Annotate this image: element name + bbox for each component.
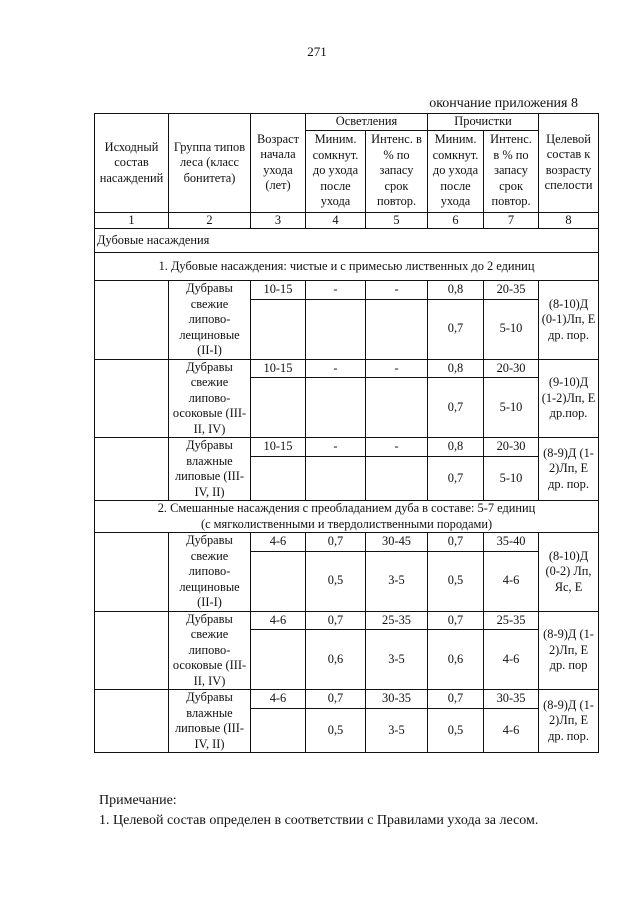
- subsection-title-2: 2. Смешанные насаждения с преобладанием дуба в составе: 5-7 единиц (с мягколиственными и твердолиственными породами): [95, 501, 599, 533]
- header-clarification: Осветления: [306, 114, 428, 131]
- value-cell: 0,7: [428, 457, 484, 501]
- value-cell: 30-35: [484, 690, 539, 709]
- target-cell: (8-9)Д (1-2)Лп, Е др. пор.: [539, 438, 599, 501]
- page-number: 271: [307, 44, 327, 59]
- group-cell: Дубравы свежие липово-лещиновые (II-I): [169, 533, 251, 612]
- header-age: Возраст начала ухода (лет): [251, 114, 306, 213]
- value-cell: [366, 457, 428, 501]
- value-cell: 0,7: [306, 611, 366, 630]
- table-row: [95, 438, 599, 457]
- age-cell: 4-6: [251, 533, 306, 552]
- header-thinning: Прочистки: [428, 114, 539, 131]
- value-cell: 3-5: [366, 551, 428, 611]
- value-cell: 4-6: [484, 709, 539, 753]
- note-title: Примечание:: [99, 793, 177, 808]
- group-cell: Дубравы свежие липово-осоковые (III-II, IV): [169, 359, 251, 438]
- table-row: [95, 611, 599, 630]
- value-cell: -: [366, 281, 428, 300]
- age-cell: 4-6: [251, 611, 306, 630]
- value-cell: 0,7: [428, 299, 484, 359]
- value-cell: 0,7: [306, 690, 366, 709]
- age-cell: 10-15: [251, 359, 306, 378]
- group-cell: Дубравы влажные липовые (III-IV, II): [169, 690, 251, 753]
- value-cell: 25-35: [366, 611, 428, 630]
- value-cell: 0,5: [428, 709, 484, 753]
- col-number: 8: [539, 212, 599, 229]
- table-row: [95, 359, 599, 378]
- value-cell: [251, 457, 306, 501]
- value-cell: 35-40: [484, 533, 539, 552]
- value-cell: [251, 630, 306, 690]
- appendix-title: окончание приложения 8: [429, 96, 578, 111]
- subsection-row: [95, 501, 599, 533]
- group-cell: Дубравы свежие липово-лещиновые (II-I): [169, 281, 251, 360]
- value-cell: -: [306, 281, 366, 300]
- initial-cell: [95, 611, 169, 690]
- value-cell: -: [366, 438, 428, 457]
- header-intensity-2: Интенс. в % по запасу срок повтор.: [484, 130, 539, 212]
- value-cell: 30-45: [366, 533, 428, 552]
- subsection-title-1: 1. Дубовые насаждения: чистые и с примесью лиственных до 2 единиц: [95, 253, 599, 281]
- value-cell: 5-10: [484, 457, 539, 501]
- value-cell: 0,7: [428, 690, 484, 709]
- value-cell: 0,6: [428, 630, 484, 690]
- col-number: 2: [169, 212, 251, 229]
- section-row: [95, 229, 599, 253]
- col-number: 3: [251, 212, 306, 229]
- table-row: [95, 533, 599, 552]
- value-cell: 20-35: [484, 281, 539, 300]
- header-group: Группа типов леса (класс бонитета): [169, 114, 251, 213]
- value-cell: 3-5: [366, 630, 428, 690]
- header-min-density-2: Миним. сомкнут. до ухода после ухода: [428, 130, 484, 212]
- value-cell: 20-30: [484, 438, 539, 457]
- col-number: 5: [366, 212, 428, 229]
- value-cell: 25-35: [484, 611, 539, 630]
- value-cell: [366, 299, 428, 359]
- age-cell: 10-15: [251, 281, 306, 300]
- initial-cell: [95, 359, 169, 438]
- value-cell: 30-35: [366, 690, 428, 709]
- age-cell: 10-15: [251, 438, 306, 457]
- value-cell: [251, 709, 306, 753]
- value-cell: 0,7: [428, 611, 484, 630]
- value-cell: 0,5: [428, 551, 484, 611]
- target-cell: (8-9)Д (1-2)Лп, Е др. пор: [539, 611, 599, 690]
- target-cell: (8-10)Д (0-1)Лп, Е др. пор.: [539, 281, 599, 360]
- value-cell: [306, 457, 366, 501]
- value-cell: 0,8: [428, 359, 484, 378]
- initial-cell: [95, 281, 169, 360]
- note-text: 1. Целевой состав определен в соответствии с Правилами ухода за лесом.: [99, 813, 539, 828]
- col-number: 1: [95, 212, 169, 229]
- value-cell: [306, 378, 366, 438]
- target-cell: (8-9)Д (1-2)Лп, Е др. пор.: [539, 690, 599, 753]
- table-row: [95, 690, 599, 709]
- value-cell: 0,8: [428, 438, 484, 457]
- col-number: 6: [428, 212, 484, 229]
- table-row: [95, 281, 599, 300]
- col-number: 4: [306, 212, 366, 229]
- column-number-row: [95, 212, 599, 229]
- value-cell: [251, 551, 306, 611]
- value-cell: -: [306, 359, 366, 378]
- value-cell: 0,7: [428, 533, 484, 552]
- value-cell: 4-6: [484, 551, 539, 611]
- header-intensity: Интенс. в % по запасу срок повтор.: [366, 130, 428, 212]
- group-cell: Дубравы влажные липовые (III-IV, II): [169, 438, 251, 501]
- header-row-1: [95, 114, 599, 131]
- subsection-row: [95, 253, 599, 281]
- value-cell: 0,8: [428, 281, 484, 300]
- value-cell: 5-10: [484, 299, 539, 359]
- value-cell: 4-6: [484, 630, 539, 690]
- value-cell: 0,5: [306, 709, 366, 753]
- age-cell: 4-6: [251, 690, 306, 709]
- header-min-density: Миним. сомкнут. до ухода после ухода: [306, 130, 366, 212]
- value-cell: -: [366, 359, 428, 378]
- header-initial: Исходный состав насаждений: [95, 114, 169, 213]
- value-cell: [366, 378, 428, 438]
- value-cell: 0,5: [306, 551, 366, 611]
- value-cell: 0,7: [306, 533, 366, 552]
- col-number: 7: [484, 212, 539, 229]
- initial-cell: [95, 690, 169, 753]
- value-cell: [251, 299, 306, 359]
- value-cell: 0,6: [306, 630, 366, 690]
- value-cell: 3-5: [366, 709, 428, 753]
- forest-care-table: [94, 113, 599, 753]
- initial-cell: [95, 438, 169, 501]
- value-cell: 20-30: [484, 359, 539, 378]
- value-cell: -: [306, 438, 366, 457]
- initial-cell: [95, 533, 169, 612]
- value-cell: 0,7: [428, 378, 484, 438]
- header-target: Целевой состав к возрасту спелости: [539, 114, 599, 213]
- group-cell: Дубравы свежие липово-осоковые (III-II, IV): [169, 611, 251, 690]
- section-title: Дубовые насаждения: [95, 229, 599, 253]
- value-cell: [306, 299, 366, 359]
- value-cell: [251, 378, 306, 438]
- target-cell: (9-10)Д (1-2)Лп, Е др.пор.: [539, 359, 599, 438]
- value-cell: 5-10: [484, 378, 539, 438]
- target-cell: (8-10)Д (0-2) Лп, Яс, Е: [539, 533, 599, 612]
